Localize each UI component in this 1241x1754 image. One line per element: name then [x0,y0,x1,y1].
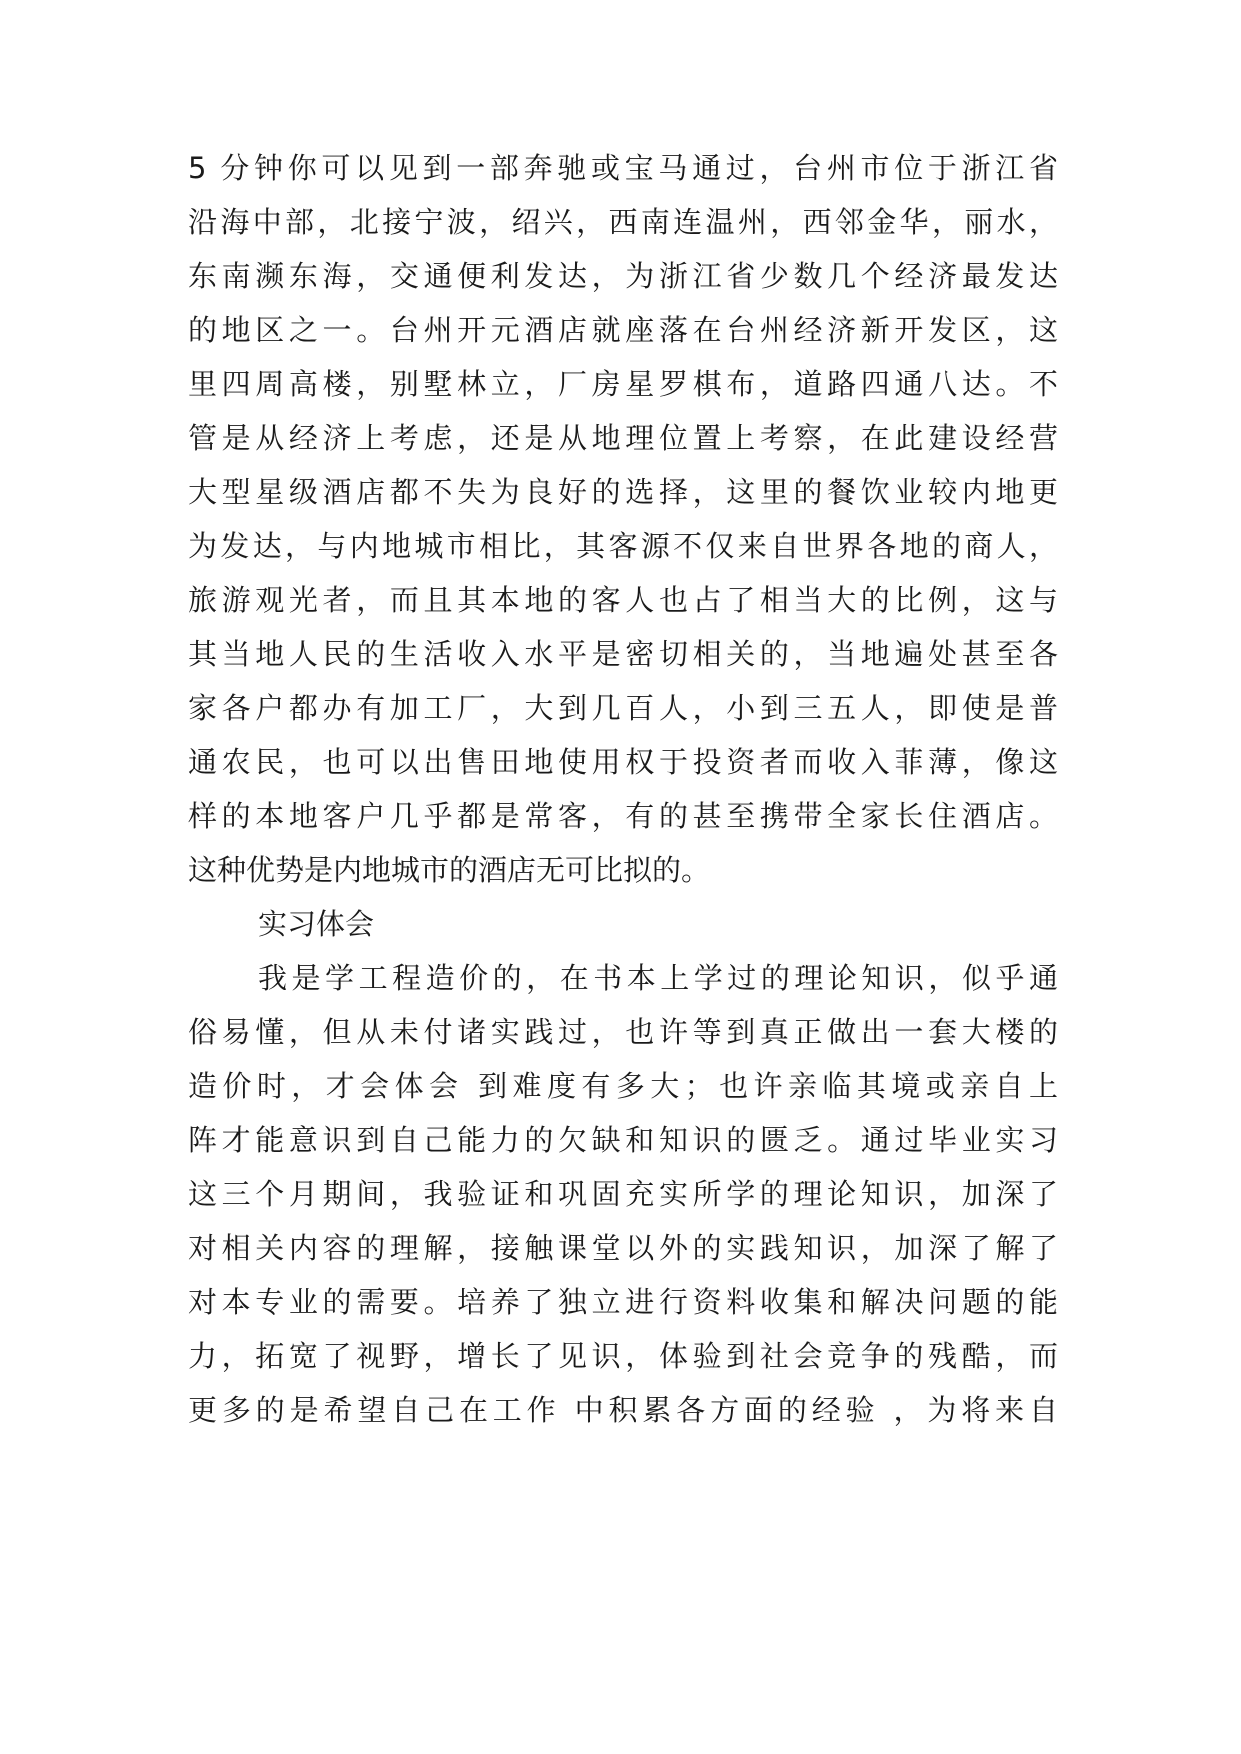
paragraph-line: 东南濒东海，交通便利发达，为浙江省少数几个经济最发达 [188,259,1058,293]
paragraph-line: 阵才能意识到自己能力的欠缺和知识的匮乏。通过毕业实习 [188,1123,1058,1157]
paragraph-line: 家各户都办有加工厂，大到几百人，小到三五人，即使是普 [188,691,1058,725]
paragraph-line: 旅游观光者，而且其本地的客人也占了相当大的比例，这与 [188,583,1058,617]
paragraph-line: 俗易懂，但从未付诸实践过，也许等到真正做出一套大楼的 [188,1015,1058,1049]
paragraph-line: 其当地人民的生活收入水平是密切相关的，当地遍处甚至各 [188,637,1058,671]
paragraph-line: 为发达，与内地城市相比，其客源不仅来自世界各地的商人， [188,529,1058,563]
paragraph-line: 这三个月期间，我验证和巩固充实所学的理论知识，加深了 [188,1177,1058,1211]
paragraph-line: 管是从经济上考虑，还是从地理位置上考察，在此建设经营 [188,421,1058,455]
paragraph-line: 5 分钟你可以见到一部奔驰或宝马通过，台州市位于浙江省 [188,151,1058,185]
paragraph-line: 对相关内容的理解，接触课堂以外的实践知识，加深了解了 [188,1231,1058,1265]
section-heading: 实习体会 [258,907,375,941]
paragraph-line: 通农民，也可以出售田地使用权于投资者而收入菲薄，像这 [188,745,1058,779]
paragraph-line: 这种优势是内地城市的酒店无可比拟的。 [188,853,711,887]
paragraph-line: 的地区之一。台州开元酒店就座落在台州经济新开发区，这 [188,313,1058,347]
paragraph-line: 更多的是希望自己在工作 中积累各方面的经验 ，为将来自 [188,1393,1058,1427]
paragraph-line: 里四周高楼，别墅林立，厂房星罗棋布，道路四通八达。不 [188,367,1058,401]
paragraph-line: 沿海中部，北接宁波，绍兴，西南连温州，西邻金华，丽水， [188,205,1058,239]
paragraph-line: 样的本地客户几乎都是常客，有的甚至携带全家长住酒店。 [188,799,1058,833]
paragraph-line: 对本专业的需要。培养了独立进行资料收集和解决问题的能 [188,1285,1058,1319]
paragraph-line: 造价时，才会体会 到难度有多大；也许亲临其境或亲自上 [188,1069,1058,1103]
paragraph-line: 力，拓宽了视野，增长了见识，体验到社会竞争的残酷，而 [188,1339,1058,1373]
paragraph-line: 大型星级酒店都不失为良好的选择，这里的餐饮业较内地更 [188,475,1058,509]
paragraph-line: 我是学工程造价的，在书本上学过的理论知识，似乎通 [258,961,1058,995]
